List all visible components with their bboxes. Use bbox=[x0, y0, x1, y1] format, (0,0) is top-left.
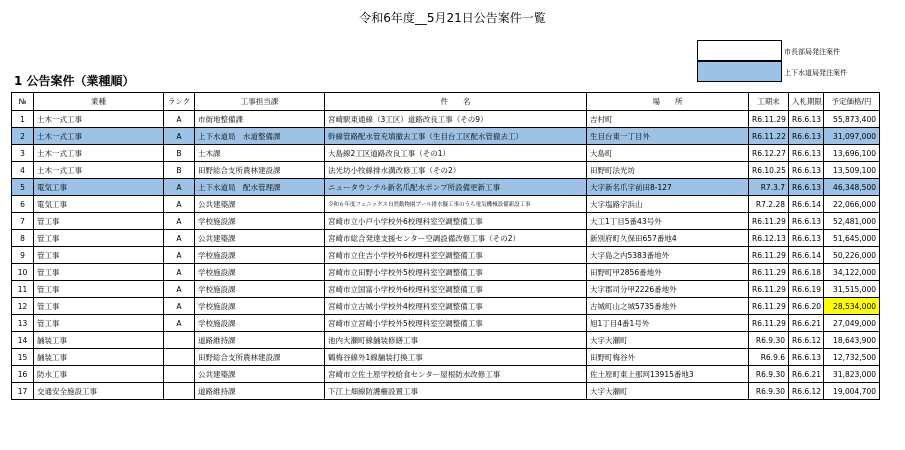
row-number: 5 bbox=[12, 179, 34, 196]
row-dept: 学校施設課 bbox=[195, 264, 325, 281]
row-type: 管工事 bbox=[34, 315, 164, 332]
row-number: 8 bbox=[12, 230, 34, 247]
tender-table bbox=[11, 92, 880, 400]
row-deadline: R6.6.13 bbox=[789, 162, 824, 179]
row-price: 55,873,400 bbox=[824, 111, 880, 128]
row-dept: 田野総合支所農林建設課 bbox=[195, 349, 325, 366]
row-type: 管工事 bbox=[34, 264, 164, 281]
row-rank: A bbox=[164, 315, 195, 332]
row-end: R6.12.13 bbox=[749, 230, 789, 247]
header-no: № bbox=[12, 93, 34, 111]
row-type: 防水工事 bbox=[34, 366, 164, 383]
row-deadline: R6.6.12 bbox=[789, 332, 824, 349]
row-rank: A bbox=[164, 213, 195, 230]
legend-swatch-water bbox=[697, 61, 782, 82]
row-dept: 上下水道局 配水管理課 bbox=[195, 179, 325, 196]
row-name: 宮崎市立住吉小学校外6校理科室空調整備工事 bbox=[325, 247, 587, 264]
row-number: 6 bbox=[12, 196, 34, 213]
row-price: 22,066,000 bbox=[824, 196, 880, 213]
row-deadline: R6.6.13 bbox=[789, 145, 824, 162]
row-deadline: R6.6.13 bbox=[789, 213, 824, 230]
table-row bbox=[12, 230, 880, 247]
header-name: 件 名 bbox=[325, 93, 587, 111]
row-dept: 公共建築課 bbox=[195, 196, 325, 213]
row-deadline: R6.6.18 bbox=[789, 264, 824, 281]
row-name: 宮崎市立佐土原学校給食センター屋根防水改修工事 bbox=[325, 366, 587, 383]
row-place: 吉村町 bbox=[587, 111, 749, 128]
row-type: 管工事 bbox=[34, 247, 164, 264]
row-type: 電気工事 bbox=[34, 196, 164, 213]
row-name: 宮崎市立宮崎小学校外5校理科室空調整備工事 bbox=[325, 315, 587, 332]
row-rank: A bbox=[164, 264, 195, 281]
row-type: 土木一式工事 bbox=[34, 145, 164, 162]
row-type: 交通安全施設工事 bbox=[34, 383, 164, 400]
row-name: 宮崎市立国富小学校外6校理科室空調整備工事 bbox=[325, 281, 587, 298]
row-number: 4 bbox=[12, 162, 34, 179]
row-deadline: R6.6.12 bbox=[789, 383, 824, 400]
row-end: R6.11.29 bbox=[749, 213, 789, 230]
table-row bbox=[12, 145, 880, 162]
row-place: 佐土原町東上那珂13915番地3 bbox=[587, 366, 749, 383]
table-row bbox=[12, 162, 880, 179]
row-dept: 学校施設課 bbox=[195, 315, 325, 332]
row-rank: B bbox=[164, 145, 195, 162]
row-name: 下江上畑線防護柵設置工事 bbox=[325, 383, 587, 400]
row-number: 10 bbox=[12, 264, 34, 281]
row-end: R6.9.30 bbox=[749, 366, 789, 383]
table-row bbox=[12, 383, 880, 400]
row-price: 50,226,000 bbox=[824, 247, 880, 264]
row-deadline: R6.6.13 bbox=[789, 128, 824, 145]
row-end: R6.11.29 bbox=[749, 298, 789, 315]
row-price: 19,004,700 bbox=[824, 383, 880, 400]
row-rank: A bbox=[164, 179, 195, 196]
row-type: 管工事 bbox=[34, 298, 164, 315]
row-end: R6.9.30 bbox=[749, 332, 789, 349]
header-dept: 工事担当課 bbox=[195, 93, 325, 111]
row-deadline: R6.6.20 bbox=[789, 298, 824, 315]
row-place: 大字郡司分甲2226番地外 bbox=[587, 281, 749, 298]
header-deadline: 入札期限 bbox=[789, 93, 824, 111]
row-dept: 学校施設課 bbox=[195, 247, 325, 264]
row-number: 9 bbox=[12, 247, 34, 264]
row-type: 土木一式工事 bbox=[34, 128, 164, 145]
row-deadline: R6.6.13 bbox=[789, 230, 824, 247]
row-dept: 田野総合支所農林建設課 bbox=[195, 162, 325, 179]
row-name: 宮崎市立古城小学校外4校理科室空調整備工事 bbox=[325, 298, 587, 315]
row-name: 法光坊小牧線排水溝改修工事（その2） bbox=[325, 162, 587, 179]
row-price: 46,348,500 bbox=[824, 179, 880, 196]
row-number: 13 bbox=[12, 315, 34, 332]
row-place: 大字島之内5383番地外 bbox=[587, 247, 749, 264]
header-rank: ランク bbox=[164, 93, 195, 111]
row-rank bbox=[164, 383, 195, 400]
row-type: 土木一式工事 bbox=[34, 111, 164, 128]
row-type: 管工事 bbox=[34, 213, 164, 230]
row-end: R6.12.27 bbox=[749, 145, 789, 162]
row-place: 大字大瀬町 bbox=[587, 383, 749, 400]
row-place: 大字新名爪字前田8-127 bbox=[587, 179, 749, 196]
table-row bbox=[12, 332, 880, 349]
legend-label-city: 市長部局発注案件 bbox=[784, 48, 840, 56]
row-price: 31,823,000 bbox=[824, 366, 880, 383]
row-place: 大工1丁目5番43号外 bbox=[587, 213, 749, 230]
row-number: 15 bbox=[12, 349, 34, 366]
row-deadline: R6.6.19 bbox=[789, 281, 824, 298]
row-rank: A bbox=[164, 298, 195, 315]
table-row bbox=[12, 128, 880, 145]
row-end: R6.11.29 bbox=[749, 281, 789, 298]
row-dept: 土木課 bbox=[195, 145, 325, 162]
row-place: 大字大瀬町 bbox=[587, 332, 749, 349]
row-number: 17 bbox=[12, 383, 34, 400]
table-row bbox=[12, 111, 880, 128]
row-price: 51,645,000 bbox=[824, 230, 880, 247]
table-row bbox=[12, 349, 880, 366]
row-type: 電気工事 bbox=[34, 179, 164, 196]
table-header-row bbox=[12, 93, 880, 111]
row-name: 宮崎市総合発達支援センター空調設備改修工事（その2） bbox=[325, 230, 587, 247]
row-end: R6.11.29 bbox=[749, 247, 789, 264]
row-place: 田野町法光坊 bbox=[587, 162, 749, 179]
row-end: R6.11.22 bbox=[749, 128, 789, 145]
row-price: 34,122,000 bbox=[824, 264, 880, 281]
row-type: 舗装工事 bbox=[34, 349, 164, 366]
row-price: 18,643,900 bbox=[824, 332, 880, 349]
row-price: 27,049,000 bbox=[824, 315, 880, 332]
legend-swatch-city bbox=[697, 40, 782, 61]
row-rank bbox=[164, 349, 195, 366]
row-price: 28,534,000 bbox=[824, 298, 880, 315]
row-name: 大島線2工区道路改良工事（その1） bbox=[325, 145, 587, 162]
row-deadline: R6.6.21 bbox=[789, 366, 824, 383]
row-rank: A bbox=[164, 281, 195, 298]
row-dept: 公共建築課 bbox=[195, 366, 325, 383]
row-rank: A bbox=[164, 247, 195, 264]
row-place: 大字塩路字浜山 bbox=[587, 196, 749, 213]
legend-label-water: 上下水道局発注案件 bbox=[784, 69, 847, 77]
row-number: 12 bbox=[12, 298, 34, 315]
row-deadline: R6.6.13 bbox=[789, 179, 824, 196]
row-end: R6.10.25 bbox=[749, 162, 789, 179]
row-deadline: R6.6.13 bbox=[789, 111, 824, 128]
row-end: R6.9.30 bbox=[749, 383, 789, 400]
row-name: 令和６年度フェニックス自然動物園プール排水擬工事のうち電気機械設備新設工事 bbox=[325, 196, 587, 213]
row-place: 旭1丁目4番1号外 bbox=[587, 315, 749, 332]
row-price: 12,732,500 bbox=[824, 349, 880, 366]
row-deadline: R6.6.13 bbox=[789, 349, 824, 366]
row-rank: B bbox=[164, 162, 195, 179]
header-place: 場 所 bbox=[587, 93, 749, 111]
row-place: 古城町山之城5735番地外 bbox=[587, 298, 749, 315]
row-end: R6.11.29 bbox=[749, 315, 789, 332]
table-row bbox=[12, 247, 880, 264]
table-row bbox=[12, 196, 880, 213]
row-dept: 道路維持課 bbox=[195, 383, 325, 400]
row-number: 2 bbox=[12, 128, 34, 145]
row-price: 31,515,000 bbox=[824, 281, 880, 298]
row-price: 13,696,100 bbox=[824, 145, 880, 162]
row-rank bbox=[164, 332, 195, 349]
row-end: R7.3.7 bbox=[749, 179, 789, 196]
row-name: 宮崎駅東通線（3工区）道路改良工事（その9） bbox=[325, 111, 587, 128]
header-end: 工期末 bbox=[749, 93, 789, 111]
row-place: 新別府町久保田657番地4 bbox=[587, 230, 749, 247]
row-price: 13,509,100 bbox=[824, 162, 880, 179]
row-place: 大島町 bbox=[587, 145, 749, 162]
table-row bbox=[12, 179, 880, 196]
row-number: 1 bbox=[12, 111, 34, 128]
table-row bbox=[12, 298, 880, 315]
table-row bbox=[12, 315, 880, 332]
row-number: 11 bbox=[12, 281, 34, 298]
header-type: 業種 bbox=[34, 93, 164, 111]
table-row bbox=[12, 281, 880, 298]
row-rank bbox=[164, 366, 195, 383]
row-deadline: R6.6.14 bbox=[789, 196, 824, 213]
row-type: 管工事 bbox=[34, 281, 164, 298]
table-row bbox=[12, 264, 880, 281]
row-name: 池内大瀬町線舗装修繕工事 bbox=[325, 332, 587, 349]
row-deadline: R6.6.14 bbox=[789, 247, 824, 264]
table-row bbox=[12, 366, 880, 383]
row-end: R6.11.29 bbox=[749, 264, 789, 281]
row-dept: 学校施設課 bbox=[195, 298, 325, 315]
page-title: 令和6年度__5月21日公告案件一覧 bbox=[359, 11, 546, 25]
row-rank: A bbox=[164, 230, 195, 247]
table-row bbox=[12, 213, 880, 230]
row-type: 管工事 bbox=[34, 230, 164, 247]
row-place: 田野町梅谷外 bbox=[587, 349, 749, 366]
row-dept: 市街地整備課 bbox=[195, 111, 325, 128]
row-name: ニュータウンテル新名爪配水ポンプ所設備更新工事 bbox=[325, 179, 587, 196]
row-type: 土木一式工事 bbox=[34, 162, 164, 179]
row-dept: 学校施設課 bbox=[195, 213, 325, 230]
row-number: 14 bbox=[12, 332, 34, 349]
row-place: 田野町甲2856番地外 bbox=[587, 264, 749, 281]
row-dept: 学校施設課 bbox=[195, 281, 325, 298]
row-dept: 公共建築課 bbox=[195, 230, 325, 247]
row-type: 舗装工事 bbox=[34, 332, 164, 349]
row-rank: A bbox=[164, 128, 195, 145]
row-dept: 上下水道局 水道整備課 bbox=[195, 128, 325, 145]
row-end: R6.9.6 bbox=[749, 349, 789, 366]
row-price: 52,481,000 bbox=[824, 213, 880, 230]
row-end: R7.2.28 bbox=[749, 196, 789, 213]
row-place: 生目台東一丁目外 bbox=[587, 128, 749, 145]
row-name: 宮崎市立小戸小学校外6校理科室空調整備工事 bbox=[325, 213, 587, 230]
row-name: 宮崎市立田野小学校外5校理科室空調整備工事 bbox=[325, 264, 587, 281]
row-name: 幹線管路配水管充填撤去工事（生目台工区配水管撤去工） bbox=[325, 128, 587, 145]
row-deadline: R6.6.21 bbox=[789, 315, 824, 332]
section-title: 1 公告案件（業種順） bbox=[14, 74, 135, 88]
row-rank: A bbox=[164, 196, 195, 213]
row-end: R6.11.29 bbox=[749, 111, 789, 128]
row-price: 31,097,000 bbox=[824, 128, 880, 145]
row-number: 3 bbox=[12, 145, 34, 162]
row-number: 16 bbox=[12, 366, 34, 383]
row-rank: A bbox=[164, 111, 195, 128]
header-price: 予定価格/円 bbox=[824, 93, 880, 111]
row-number: 7 bbox=[12, 213, 34, 230]
row-name: 鶴梅谷線外1線舗装打換工事 bbox=[325, 349, 587, 366]
row-dept: 道路維持課 bbox=[195, 332, 325, 349]
